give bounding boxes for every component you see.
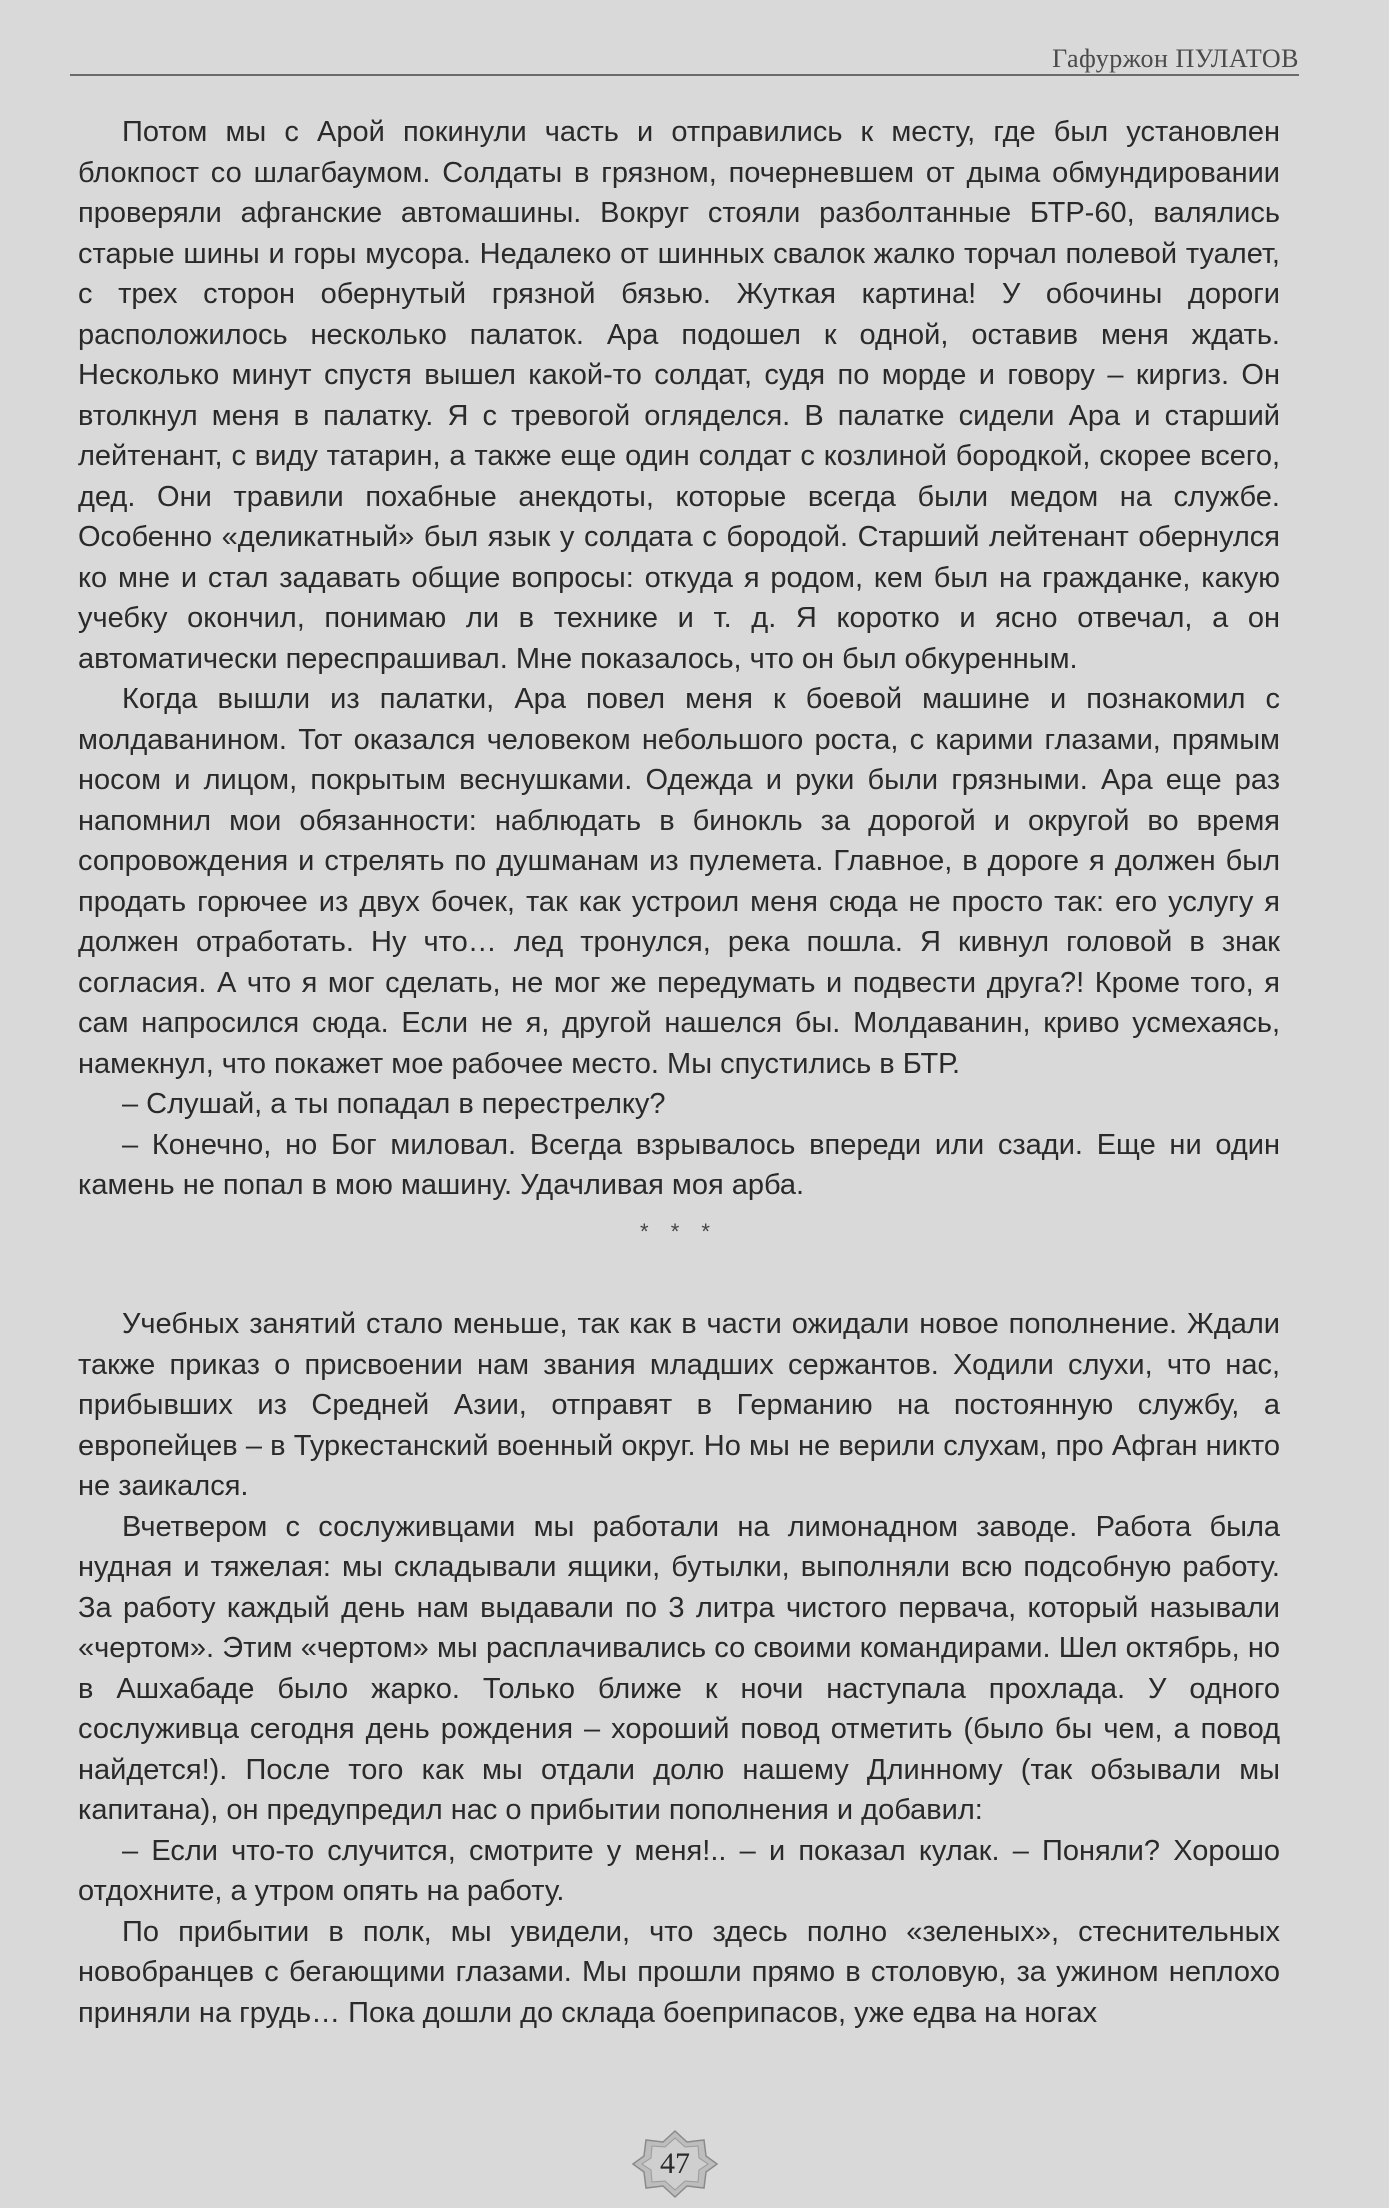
page-number: 47 xyxy=(660,2147,690,2180)
section-separator: * * * xyxy=(640,1218,718,1244)
paragraph-3: Учебных занятий стало меньше, так как в части ожидали новое пополнение. Ждали также приказ о присвоении нам звания младших сержантов. Ходили слухи, что нас, прибывших из Средней Азии, отправят в Германию на постоянную службу, а европейцев – в Туркестанский военный округ. Но мы не верили слухам, про Афган никто не заикался. xyxy=(78,1308,1280,1502)
dialog-line-1: – Слушай, а ты попадал в перестрелку? xyxy=(122,1088,666,1120)
page-number-badge xyxy=(630,2128,720,2200)
dialog-line-2: – Конечно, но Бог миловал. Всегда взрывалось впереди или сзади. Еще ни один камень не попал в мою машину. Удачливая моя арба. xyxy=(78,1128,1280,1201)
dialog-line-3: – Если что-то случится, смотрите у меня!.. – и показал кулак. – Поняли? Хорошо отдохните, а утром опять на работу. xyxy=(78,1834,1280,1907)
paragraph-5: По прибытии в полк, мы увидели, что здесь полно «зеленых», стеснительных новобранцев с бегающими глазами. Мы прошли прямо в столовую, за ужином неплохо приняли на грудь… Пока дошли до склада боеприпасов, уже едва на ногах xyxy=(78,1915,1280,2029)
paragraph-4: Вчетвером с сослуживцами мы работали на лимонадном заводе. Работа была нудная и тяжелая: мы складывали ящики, бутылки, выполняли всю подсобную работу. За работу каждый день нам выдавали по 3 литра чистого первача, который называли «чертом». Этим «чертом» мы расплачивались со своими командирами. Шел октябрь, но в Ашхабаде было жарко. Только ближе к ночи наступала прохлада. У одного сослуживца сегодня день рождения – хороший повод отметить (было бы чем, а повод найдется!). После того как мы отдали долю нашему Длинному (так обзывали мы капитана), он предупредил нас о прибытии пополнения и добавил: xyxy=(78,1510,1280,1826)
header-rule xyxy=(70,74,1299,76)
running-header-author: Гафуржон ПУЛАТОВ xyxy=(1052,44,1299,73)
paragraph-2: Когда вышли из палатки, Ара повел меня к боевой машине и познакомил с молдаванином. Тот оказался человеком небольшого роста, с карими глазами, прямым носом и лицом, покрытым веснушками. Одежда и руки были грязными. Ара еще раз напомнил мои обязанности: наблюдать в бинокль за дорогой и округой во время сопровождения и стрелять по душманам из пулемета. Главное, в дороге я должен был продать горючее из двух бочек, так как устроил меня сюда не просто так: его услугу я должен отработать. Ну что… лед тронулся, река пошла. Я кивнул головой в знак согласия. А что я мог сделать, не мог же передумать и подвести друга?! Кроме того, я сам напросился сюда. Если не я, другой нашелся бы. Молдаванин, криво усмехаясь, намекнул, что покажет мое рабочее место. Мы спустились в БТР. xyxy=(78,683,1280,1080)
paragraph-1: Потом мы с Арой покинули часть и отправились к месту, где был установлен блокпост со шлагбаумом. Солдаты в грязном, почерневшем от дыма обмундировании проверяли афганские автомашины. Вокруг стояли разболтанные БТР-60, валялись старые шины и горы мусора. Недалеко от шинных свалок жалко торчал полевой туалет, с трех сторон обернутый грязной бязью. Жуткая картина! У обочины дороги расположилось несколько палаток. Ара подошел к одной, оставив меня ждать. Несколько минут спустя вышел какой-то солдат, судя по морде и говору – киргиз. Он втолкнул меня в палатку. Я с тревогой огляделся. В палатке сидели Ара и старший лейтенант, с виду татарин, а также еще один солдат с козлиной бородкой, скорее всего, дед. Они травили похабные анекдоты, которые всегда были медом на службе. Особенно «деликатный» был язык у солдата с бородой. Старший лейтенант обернулся ко мне и стал задавать общие вопросы: откуда я родом, кем был на гражданке, какую учебку окончил, понимаю ли в технике и т. д. Я коротко и ясно отвечал, а он автоматически переспрашивал. Мне показалось, что он был обкуренным. xyxy=(78,116,1280,675)
page-body xyxy=(78,112,1280,2033)
